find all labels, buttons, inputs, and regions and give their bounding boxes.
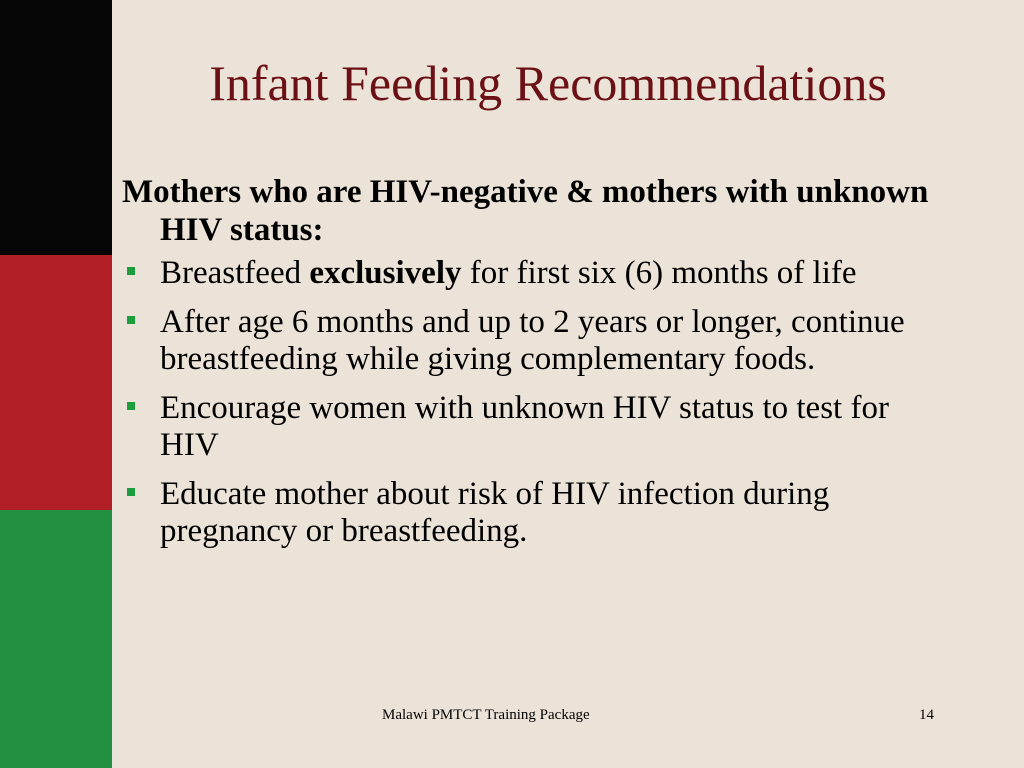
intro-heading	[122, 173, 952, 249]
square-bullet-icon	[127, 402, 135, 410]
flag-stripe-red	[0, 255, 112, 510]
flag-stripe-green	[0, 510, 112, 768]
bullet-list	[122, 255, 952, 550]
bullet-text: Educate mother about risk of HIV infection during pregnancy or breastfeeding.	[160, 476, 830, 549]
slide-footer: Malawi PMTCT Training Package	[382, 707, 590, 723]
intro-colon: :	[312, 212, 324, 248]
flag-stripe-black	[0, 0, 112, 255]
bullet-text-part: for first six (6) months of life	[461, 255, 857, 291]
square-bullet-icon	[127, 488, 135, 496]
bullet-text-part: Breastfeed	[160, 255, 310, 291]
slide-title: Infant Feeding Recommendations	[209, 55, 887, 111]
slide-content	[122, 173, 952, 562]
bullet-item-test-for-hiv	[122, 390, 952, 464]
bullet-item-educate-mother	[122, 476, 952, 550]
square-bullet-icon	[127, 267, 135, 275]
bullet-item-breastfeed-exclusively	[122, 255, 952, 292]
intro-bold-text: Mothers who are HIV-negative & mothers with unknown HIV status	[122, 174, 929, 248]
bullet-item-complementary-foods	[122, 304, 952, 378]
bullet-text: Encourage women with unknown HIV status to test for HIV	[160, 390, 889, 463]
page-number: 14	[919, 707, 934, 723]
bullet-emphasis-text: exclusively	[309, 255, 462, 291]
square-bullet-icon	[127, 316, 135, 324]
bullet-text: After age 6 months and up to 2 years or longer, continue breastfeeding while giving complementary foods.	[160, 304, 905, 377]
